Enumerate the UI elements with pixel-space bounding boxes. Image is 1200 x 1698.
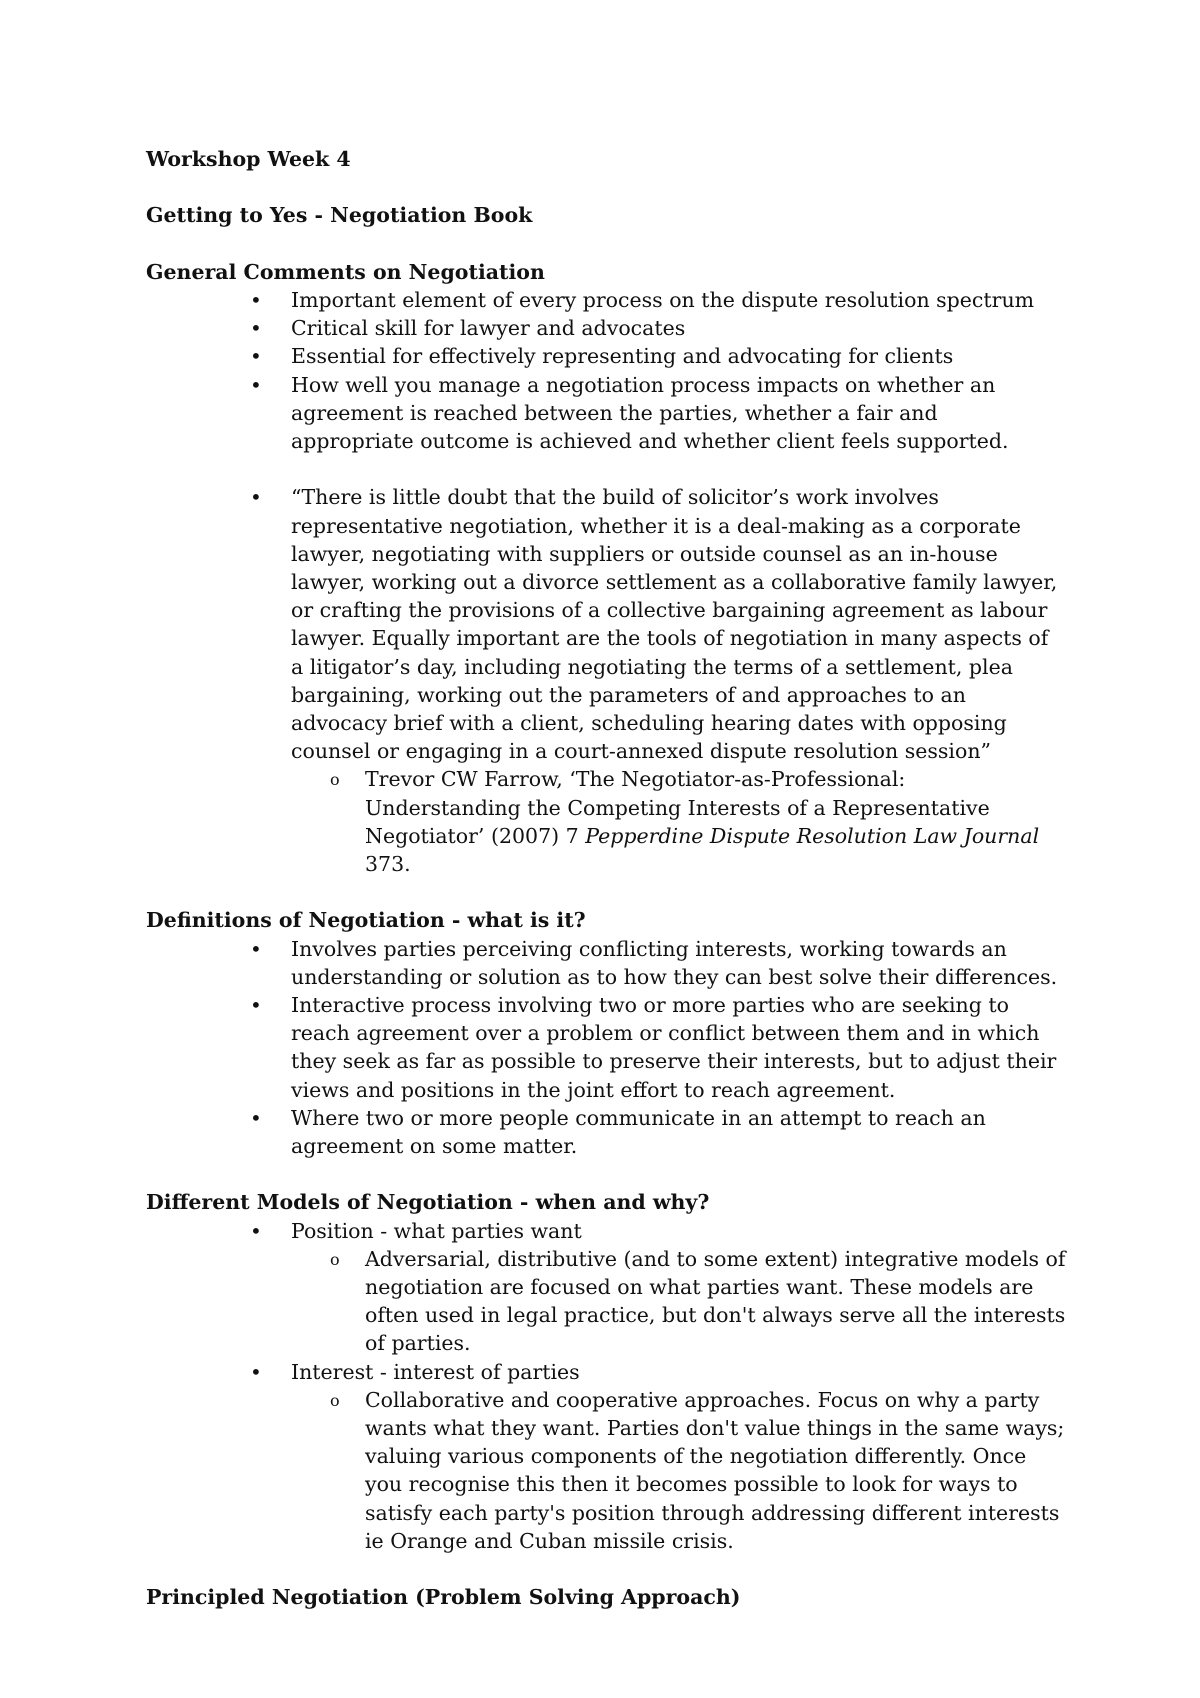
spacer [291,455,1066,483]
citation-item [365,765,1066,878]
sub-list-item: o Adversarial, distributive (and to some extent) integrative models of negotiation are focused on what parties want. These models are often used in legal practice, but don't always serve all the interests of parties. [365,1245,1066,1358]
section-heading-definitions: Definitions of Negotiation - what is it? [146,908,586,933]
model-sub-list [291,1386,1066,1555]
citation-text: Trevor CW Farrow, ‘The Negotiator-as-Professional: Understanding the Competing Interests of a Representative Negotiator’ (2007) 7 [365,767,990,848]
document-body [146,145,1066,1611]
list-item [291,1358,1066,1555]
quote-text: “There is little doubt that the build of solicitor’s work involves representative negotiation, whether it is a deal-making as a corporate lawyer, negotiating with suppliers or outside counsel as an in-house lawyer, working out a divorce settlement as a collaborative family lawyer, or crafting the provisions of a collective bargaining agreement as labour lawyer. Equally important are the tools of negotiation in many aspects of a litigator’s day, including negotiating the terms of a settlement, plea bargaining, working out the parameters of and approaches to an advocacy brief with a client, scheduling hearing dates with opposing counsel or engaging in a court-annexed dispute resolution session” [291,485,1058,764]
list-item: • Involves parties perceiving conflicting interests, working towards an understanding or solution as to how they can best solve their differences. [291,935,1066,991]
section-heading-models: Different Models of Negotiation - when and why? [146,1190,710,1215]
document-title: Workshop Week 4 [146,147,351,171]
list-item: • Interactive process involving two or more parties who are seeking to reach agreement over a problem or conflict between them and in which they seek as far as possible to preserve their interests, but to adjust their views and positions in the joint effort to reach agreement. [291,991,1066,1104]
book-heading: Getting to Yes - Negotiation Book [146,203,533,228]
models-bullet-list [146,1217,1066,1555]
model-label: Position - what parties want [291,1218,582,1243]
spacer [146,173,1066,201]
spacer [146,878,1066,906]
list-item: • How well you manage a negotiation process impacts on whether an agreement is reached between the parties, whether a fair and appropriate outcome is achieved and whether client feels supported. [291,371,1066,456]
model-sub-list [291,1245,1066,1358]
sub-list-item: o Collaborative and cooperative approaches. Focus on why a party wants what they want. Parties don't value things in the same ways; valuing various components of the negotiation differently. Once you recognise this then it becomes possible to look for ways to satisfy each party's position through addressing different interests ie Orange and Cuban missile crisis. [365,1386,1066,1555]
section-heading-principled: Principled Negotiation (Problem Solving Approach) [146,1585,741,1610]
list-item: • Essential for effectively representing and advocating for clients [291,342,1066,370]
general-bullet-list [146,286,1066,878]
definitions-bullet-list [146,935,1066,1161]
spacer [146,1160,1066,1188]
spacer [146,1555,1066,1583]
citation-page: 373. [365,852,411,877]
section-heading-general: General Comments on Negotiation [146,259,545,284]
list-item: • Where two or more people communicate in an attempt to reach an agreement on some matter. [291,1104,1066,1160]
list-item: • Important element of every process on the dispute resolution spectrum [291,286,1066,314]
citation-journal: Pepperdine Dispute Resolution Law Journal [585,823,1040,848]
list-item: • Critical skill for lawyer and advocates [291,314,1066,342]
citation-list [291,765,1066,878]
list-item [291,1217,1066,1358]
model-label: Interest - interest of parties [291,1359,580,1384]
spacer [146,230,1066,258]
quote-item [291,483,1066,878]
